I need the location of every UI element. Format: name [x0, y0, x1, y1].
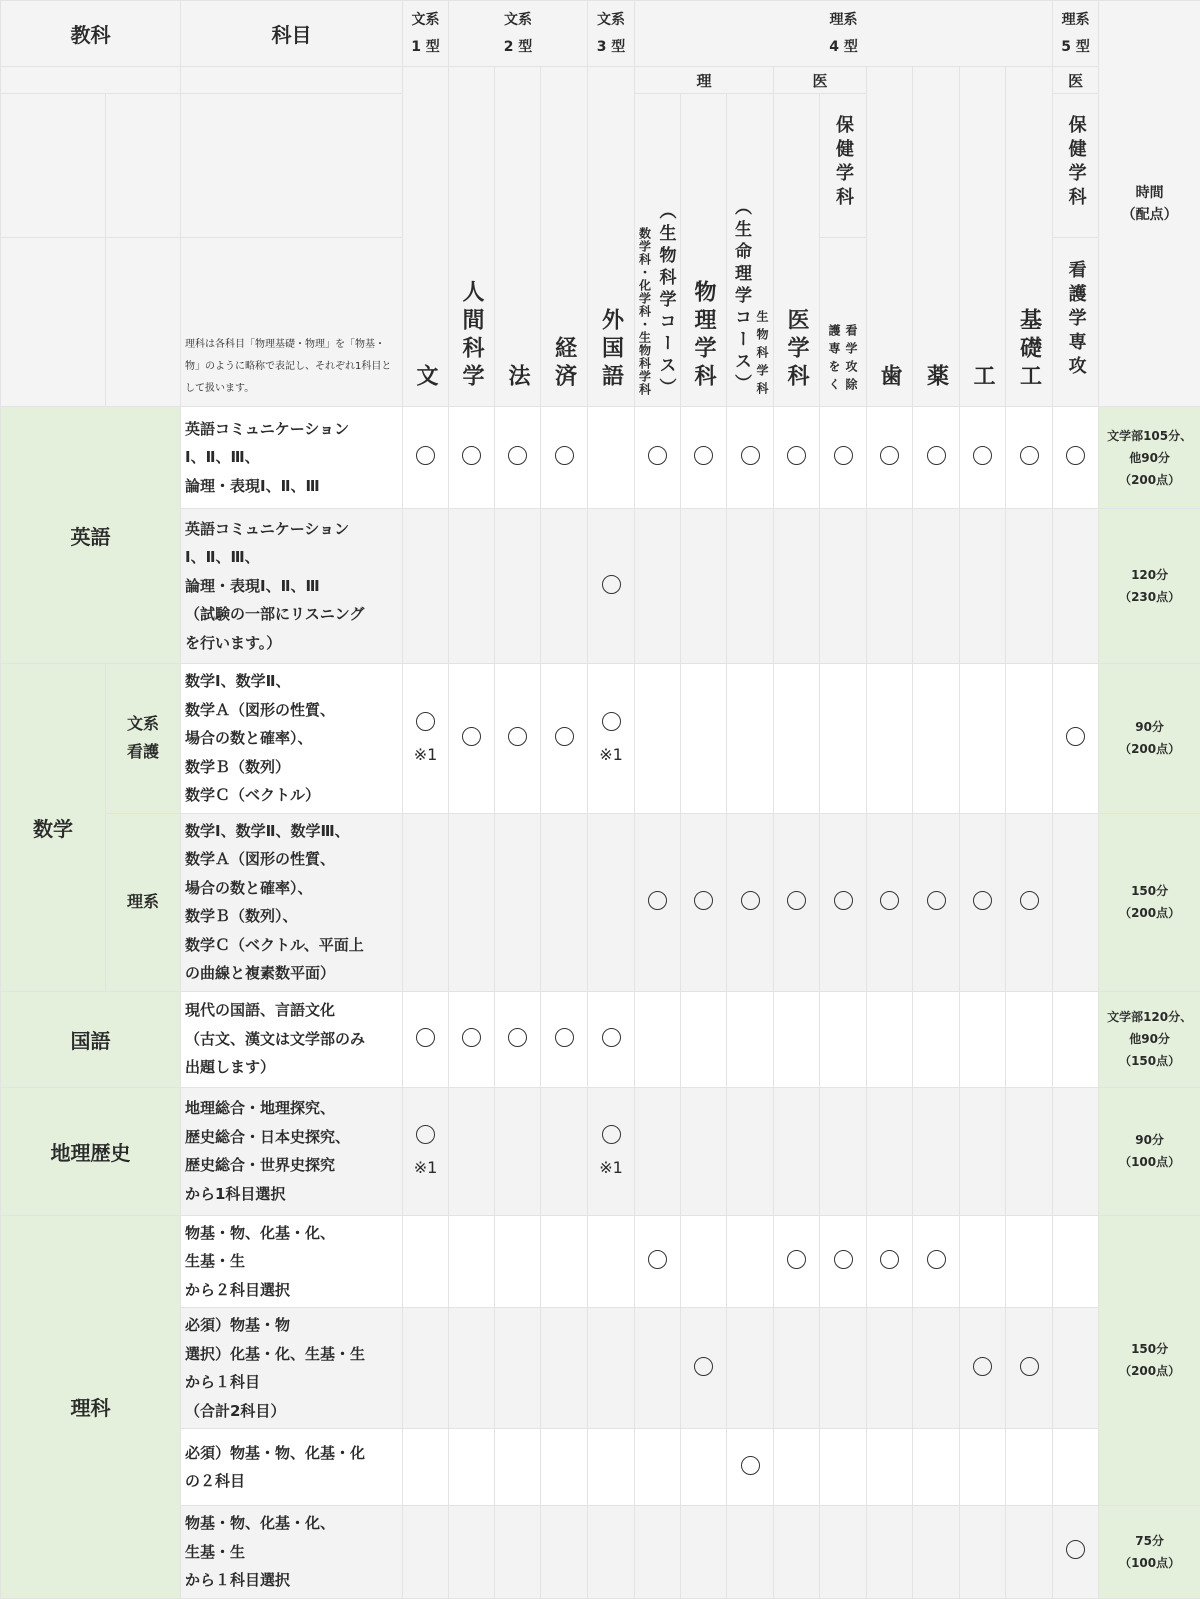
circle-mark [694, 891, 713, 910]
circle-mark [927, 891, 946, 910]
circle-mark [741, 1456, 760, 1475]
circle-mark [927, 446, 946, 465]
time-points: 150分 （200点） [1099, 813, 1200, 991]
circle-mark [973, 1357, 992, 1376]
header-type-3: 文系 3 型 [588, 1, 635, 67]
circle-mark [880, 446, 899, 465]
circle-mark [508, 1028, 527, 1047]
subject-detail: 必須）物基・物 選択）化基・化、生基・生 から１科目 （合計2科目） [181, 1308, 403, 1429]
subject-detail: 物基・物、化基・化、 生基・生 から２科目選択 [181, 1215, 403, 1308]
circle-mark [462, 727, 481, 746]
subject-rikei: 理系 [106, 813, 181, 991]
col-gaikoku: 外国語 [588, 67, 635, 407]
circle-mark [1020, 1357, 1039, 1376]
subject-detail: 物基・物、化基・化、 生基・生 から１科目選択 [181, 1506, 403, 1599]
header-blank [1, 238, 106, 407]
header-hoken5: 保健学科 [1053, 94, 1099, 238]
circle-mark [741, 891, 760, 910]
col-ko: 工 [960, 67, 1006, 407]
header-type-4: 理系 4 型 [635, 1, 1053, 67]
circle-mark [555, 446, 574, 465]
subject-detail: 数学Ⅰ、数学Ⅱ、数学Ⅲ、 数学Ａ（図形の性質、 場合の数と確率）、 数学Ｂ（数列）、 数学Ｃ（ベクトル、平面上 の曲線と複素数平面） [181, 813, 403, 991]
circle-mark [1020, 446, 1039, 465]
circle-mark [834, 1250, 853, 1269]
time-points: 120分 （230点） [1099, 509, 1200, 664]
circle-mark [416, 1125, 435, 1144]
circle-mark [648, 1250, 667, 1269]
subject-detail: 現代の国語、言語文化 （古文、漢文は文学部のみ 出題します） [181, 991, 403, 1087]
circle-mark [602, 575, 621, 594]
col-yaku: 薬 [913, 67, 960, 407]
header-kamoku: 科目 [181, 1, 403, 67]
circle-mark [834, 446, 853, 465]
header-ri: 理 [635, 67, 774, 94]
circle-mark [462, 1028, 481, 1047]
circle-mark [973, 446, 992, 465]
circle-mark [416, 712, 435, 731]
subject-kokugo: 国語 [1, 991, 181, 1087]
col-kiso: 基礎工 [1006, 67, 1053, 407]
circle-mark [973, 891, 992, 910]
circle-mark [416, 1028, 435, 1047]
header-blank [1, 94, 106, 238]
time-points: 90分 （100点） [1099, 1087, 1200, 1215]
header-blank [1, 67, 181, 94]
circle-mark [927, 1250, 946, 1269]
header-type-1: 文系 1 型 [403, 1, 449, 67]
ref-note: ※1 [599, 745, 623, 765]
header-time: 時間 （配点） [1099, 1, 1200, 407]
time-points: 75分 （100点） [1099, 1506, 1200, 1599]
note-text: 理科は各科目「物理基礎・物理」を「物基・物」のように略称で表記し、それぞれ1科目として扱います。 [181, 238, 403, 407]
header-type-5: 理系 5 型 [1053, 1, 1099, 67]
circle-mark [694, 1357, 713, 1376]
col-keizai: 経済 [541, 67, 588, 407]
header-type-2: 文系 2 型 [449, 1, 588, 67]
ref-note: ※1 [413, 1158, 438, 1177]
header-i4: 医 [774, 67, 867, 94]
header-blank [106, 94, 181, 238]
subject-detail: 英語コミュニケーション Ⅰ、Ⅱ、Ⅲ、 論理・表現Ⅰ、Ⅱ、Ⅲ （試験の一部にリスニング を行います。） [181, 509, 403, 664]
circle-mark [1066, 1540, 1085, 1559]
circle-mark [1066, 727, 1085, 746]
subject-chiri: 地理歴史 [1, 1087, 181, 1215]
ref-note: ※1 [599, 1158, 623, 1177]
circle-mark [787, 446, 806, 465]
circle-mark [787, 1250, 806, 1269]
header-i5: 医 [1053, 67, 1099, 94]
circle-mark [555, 1028, 574, 1047]
circle-mark [787, 891, 806, 910]
header-blank [181, 94, 403, 238]
header-kyoka: 教科 [1, 1, 181, 67]
subject-detail: 数学Ⅰ、数学Ⅱ、 数学Ａ（図形の性質、 場合の数と確率）、 数学Ｂ（数列） 数学Ｃ（ベクトル） [181, 664, 403, 814]
subject-detail: 英語コミュニケーション Ⅰ、Ⅱ、Ⅲ、 論理・表現Ⅰ、Ⅱ、Ⅲ [181, 407, 403, 509]
circle-mark [555, 727, 574, 746]
circle-mark [416, 446, 435, 465]
circle-mark [834, 891, 853, 910]
circle-mark [648, 891, 667, 910]
subject-bunkei-kango: 文系 看護 [106, 664, 181, 814]
col-shi: 歯 [867, 67, 913, 407]
time-points: 文学部105分、 他90分 （200点） [1099, 407, 1200, 509]
col-bun: 文 [403, 67, 449, 407]
circle-mark [602, 712, 621, 731]
circle-mark [1020, 891, 1039, 910]
col-seimei: （生命理学コース） 生物科学科 [727, 94, 774, 407]
subject-detail: 必須）物基・物、化基・化 の２科目 [181, 1429, 403, 1506]
circle-mark [462, 446, 481, 465]
subject-detail: 地理総合・地理探究、 歴史総合・日本史探究、 歴史総合・世界史探究 から1科目選択 [181, 1087, 403, 1215]
time-points: 90分 （200点） [1099, 664, 1200, 814]
col-igaku: 医学科 [774, 94, 820, 407]
circle-mark [508, 727, 527, 746]
circle-mark [1066, 446, 1085, 465]
header-kango4: 護専をく 看学攻除 [820, 238, 867, 407]
subject-eigo: 英語 [1, 407, 181, 664]
time-points: 150分 （200点） [1099, 1215, 1200, 1506]
header-kango5: 看護学専攻 [1053, 238, 1099, 407]
col-butsuri: 物理学科 [681, 94, 727, 407]
circle-mark [648, 446, 667, 465]
circle-mark [694, 446, 713, 465]
time-points: 文学部120分、 他90分 （150点） [1099, 991, 1200, 1087]
circle-mark [880, 1250, 899, 1269]
circle-mark [741, 446, 760, 465]
ref-note: ※1 [413, 745, 438, 765]
col-suugaku: 数学科・化学科・生物科学科 （生物科学コース） [635, 94, 681, 407]
circle-mark [602, 1125, 621, 1144]
header-hoken4: 保健学科 [820, 94, 867, 238]
header-blank [106, 238, 181, 407]
col-ho: 法 [495, 67, 541, 407]
circle-mark [880, 891, 899, 910]
circle-mark [508, 446, 527, 465]
header-blank [181, 67, 403, 94]
subject-rika: 理科 [1, 1215, 181, 1598]
subject-suugaku: 数学 [1, 664, 106, 992]
col-ningen: 人間科学 [449, 67, 495, 407]
circle-mark [602, 1028, 621, 1047]
